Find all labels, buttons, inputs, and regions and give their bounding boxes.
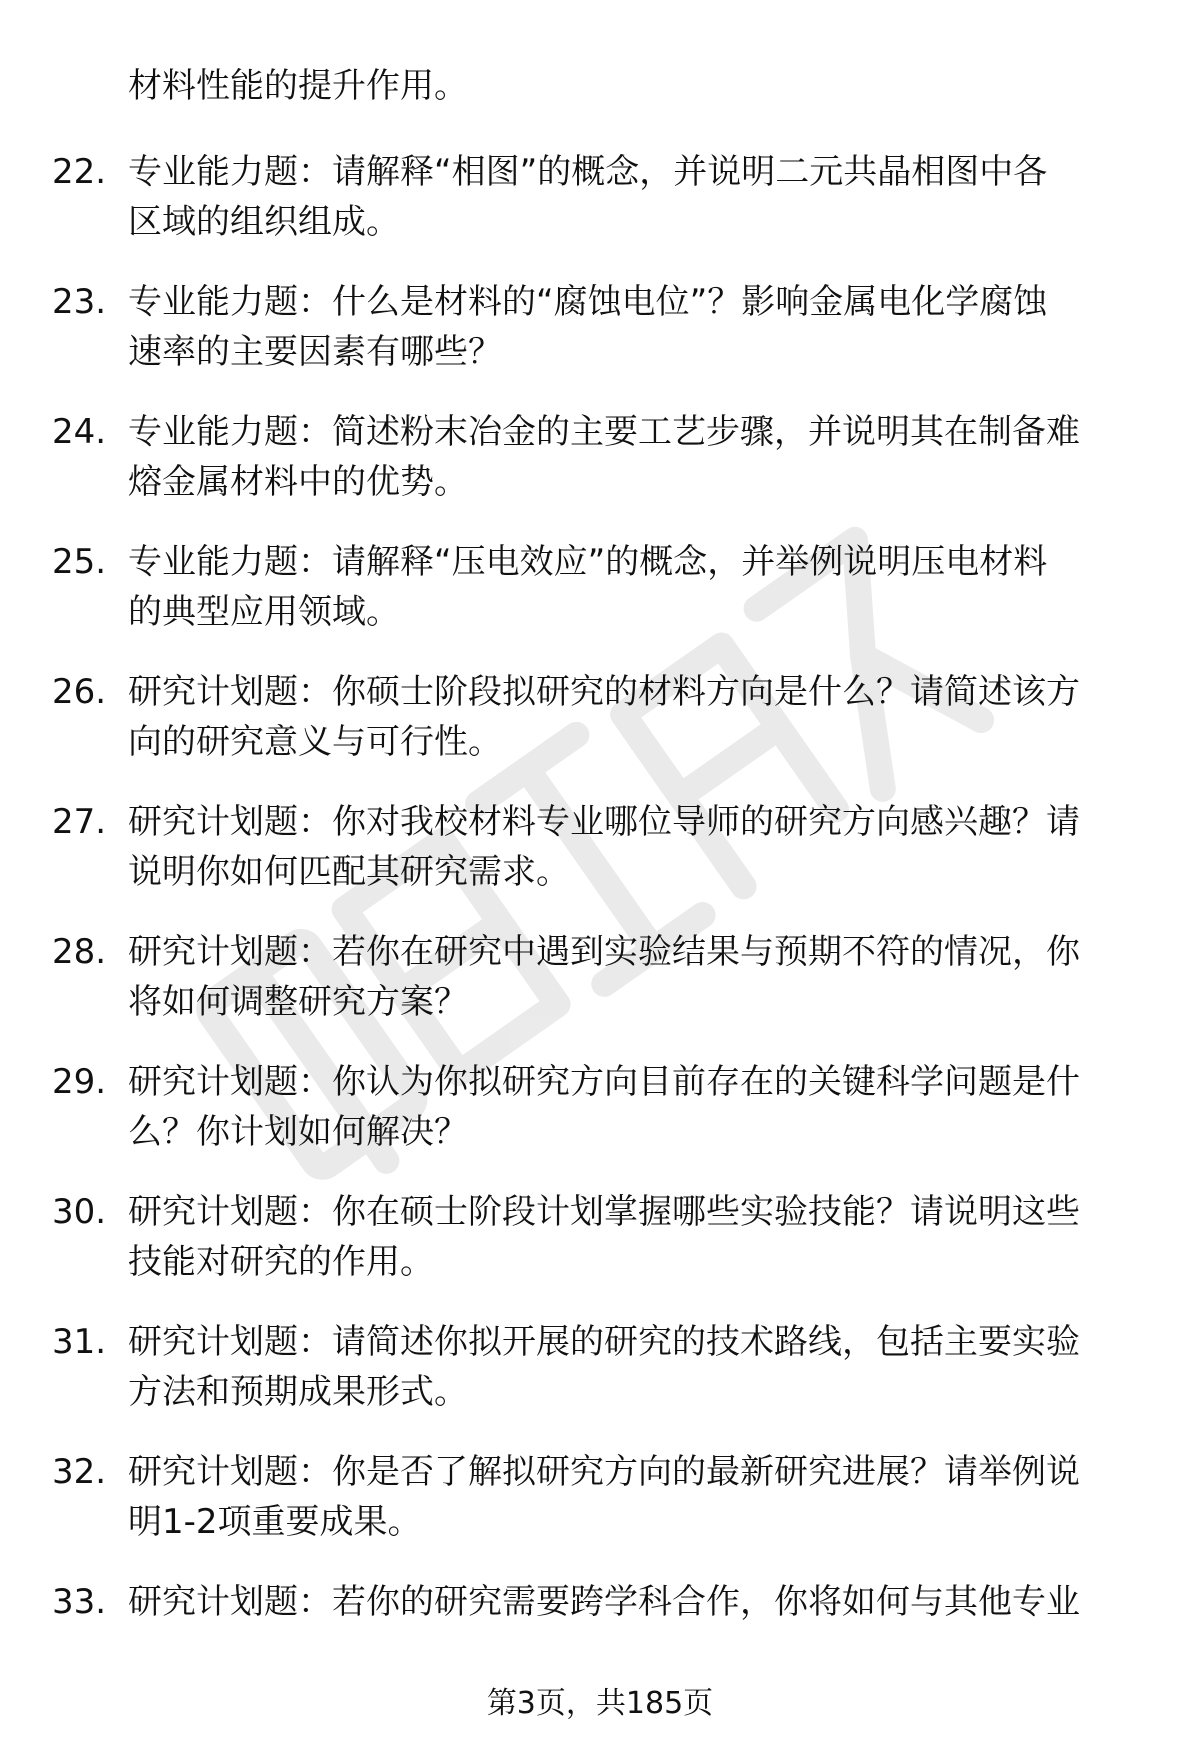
item-number: 30. [52,1192,107,1232]
item-text-line2: 技能对研究的作用。 [128,1242,434,1282]
item-text-line1: 研究计划题：你在硕士阶段计划掌握哪些实验技能？请说明这些 [128,1192,1080,1232]
item-text-line1: 专业能力题：请解释“压电效应”的概念，并举例说明压电材料 [128,542,1048,582]
item-number: 25. [52,542,107,582]
list-item [0,1318,1200,1448]
item-text-line1: 研究计划题：若你在研究中遇到实验结果与预期不符的情况，你 [128,932,1080,972]
item-number: 24. [52,412,107,452]
item-number: 26. [52,672,107,712]
item-text-line2: 明1-2项重要成果。 [128,1502,422,1542]
item-text-line1: 研究计划题：你是否了解拟研究方向的最新研究进展？请举例说 [128,1452,1080,1492]
item-text-line1: 专业能力题：请解释“相图”的概念，并说明二元共晶相图中各 [128,152,1048,192]
item-text-line2: 么？你计划如何解决？ [128,1112,468,1152]
item-text-line1: 研究计划题：你硕士阶段拟研究的材料方向是什么？请简述该方 [128,672,1080,712]
item-text-line1: 研究计划题：你认为你拟研究方向目前存在的关键科学问题是什 [128,1062,1080,1102]
list-item [0,408,1200,538]
item-number: 23. [52,282,107,322]
list-item [0,148,1200,278]
item-text-line1: 专业能力题：什么是材料的“腐蚀电位”？影响金属电化学腐蚀 [128,282,1048,322]
list-item [0,1058,1200,1188]
item-text-line1: 专业能力题：简述粉末冶金的主要工艺步骤，并说明其在制备难 [128,412,1080,452]
list-item [0,1188,1200,1318]
item-text-line1: 研究计划题：你对我校材料专业哪位导师的研究方向感兴趣？请 [128,802,1080,842]
item-text-line2: 向的研究意义与可行性。 [128,722,502,762]
item-number: 31. [52,1322,107,1362]
list-item [0,928,1200,1058]
item-text-line2: 熔金属材料中的优势。 [128,462,468,502]
continuation-line: 材料性能的提升作用。 [128,66,468,106]
list-item [0,668,1200,798]
item-text-line2: 将如何调整研究方案？ [128,982,468,1022]
item-text-line2: 说明你如何匹配其研究需求。 [128,852,570,892]
item-number: 28. [52,932,107,972]
item-number: 22. [52,152,107,192]
item-number: 29. [52,1062,107,1102]
item-text-line2: 方法和预期成果形式。 [128,1372,468,1412]
item-text-line2: 区域的组织组成。 [128,202,400,242]
list-item [0,538,1200,668]
item-number: 27. [52,802,107,842]
list-item [0,798,1200,928]
question-list [0,148,1200,1708]
item-number: 32. [52,1452,107,1492]
item-number: 33. [52,1582,107,1622]
item-text-line2: 的典型应用领域。 [128,592,400,632]
item-text-line1: 研究计划题：若你的研究需要跨学科合作，你将如何与其他专业 [128,1582,1080,1622]
list-item [0,278,1200,408]
item-text-line2: 速率的主要因素有哪些？ [128,332,502,372]
item-text-line1: 研究计划题：请简述你拟开展的研究的技术路线，包括主要实验 [128,1322,1080,1362]
page-footer: 第3页，共185页 [486,1686,714,1721]
list-item [0,1448,1200,1578]
